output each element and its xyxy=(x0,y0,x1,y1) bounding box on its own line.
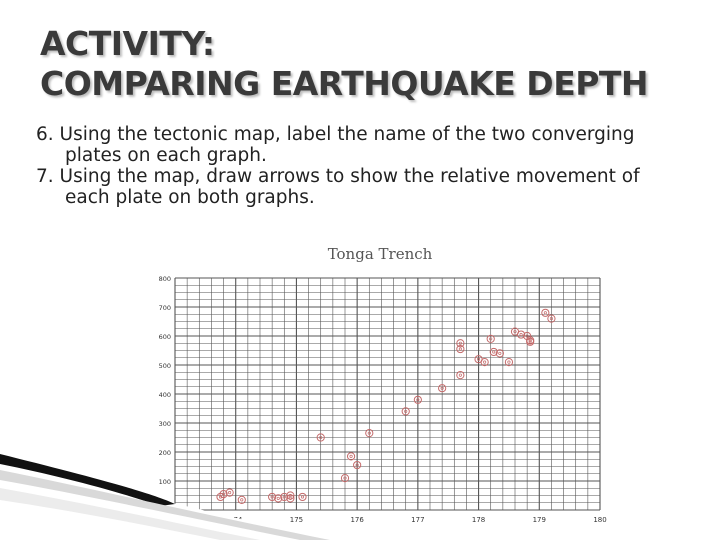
x-tick-label: 177 xyxy=(411,516,425,524)
data-point-center xyxy=(459,374,461,376)
x-tick-label: 178 xyxy=(471,516,486,524)
y-tick-label: 100 xyxy=(158,478,171,486)
y-tick-label: 300 xyxy=(158,420,171,428)
data-point-center xyxy=(493,351,495,353)
y-tick-label: 600 xyxy=(158,333,171,341)
instruction-item: 6. Using the tectonic map, label the name of the two converging plates on each graph. xyxy=(36,124,635,166)
data-point-center xyxy=(483,361,485,363)
y-tick-label: 800 xyxy=(158,275,171,283)
y-tick-label: 700 xyxy=(158,304,171,312)
corner-swoosh-decoration xyxy=(0,440,340,540)
title-line-1: ACTIVITY: xyxy=(40,24,215,63)
instruction-item: 7. Using the map, draw arrows to show the relative movement of each plate on both graphs. xyxy=(36,166,640,208)
x-tick-label: 176 xyxy=(350,516,364,524)
data-point-center xyxy=(508,361,510,363)
title-line-2: COMPARING EARTHQUAKE DEPTH xyxy=(40,64,649,103)
y-tick-label: 500 xyxy=(158,362,171,370)
x-tick-label: 175 xyxy=(289,516,304,524)
slide-title xyxy=(40,24,648,104)
data-point-center xyxy=(544,312,546,314)
y-tick-label: 400 xyxy=(158,391,171,399)
instruction-list xyxy=(36,124,676,208)
data-point-center xyxy=(520,333,522,335)
x-tick-label: 179 xyxy=(532,516,546,524)
data-point-center xyxy=(459,348,461,350)
data-point xyxy=(542,309,549,316)
data-point-center xyxy=(350,455,352,457)
x-tick-label: 180 xyxy=(593,516,607,524)
y-tick-label: 200 xyxy=(158,449,171,457)
data-point-center xyxy=(499,352,501,354)
data-point xyxy=(347,453,354,460)
chart-title: Tonga Trench xyxy=(327,245,433,263)
data-point xyxy=(457,372,464,379)
